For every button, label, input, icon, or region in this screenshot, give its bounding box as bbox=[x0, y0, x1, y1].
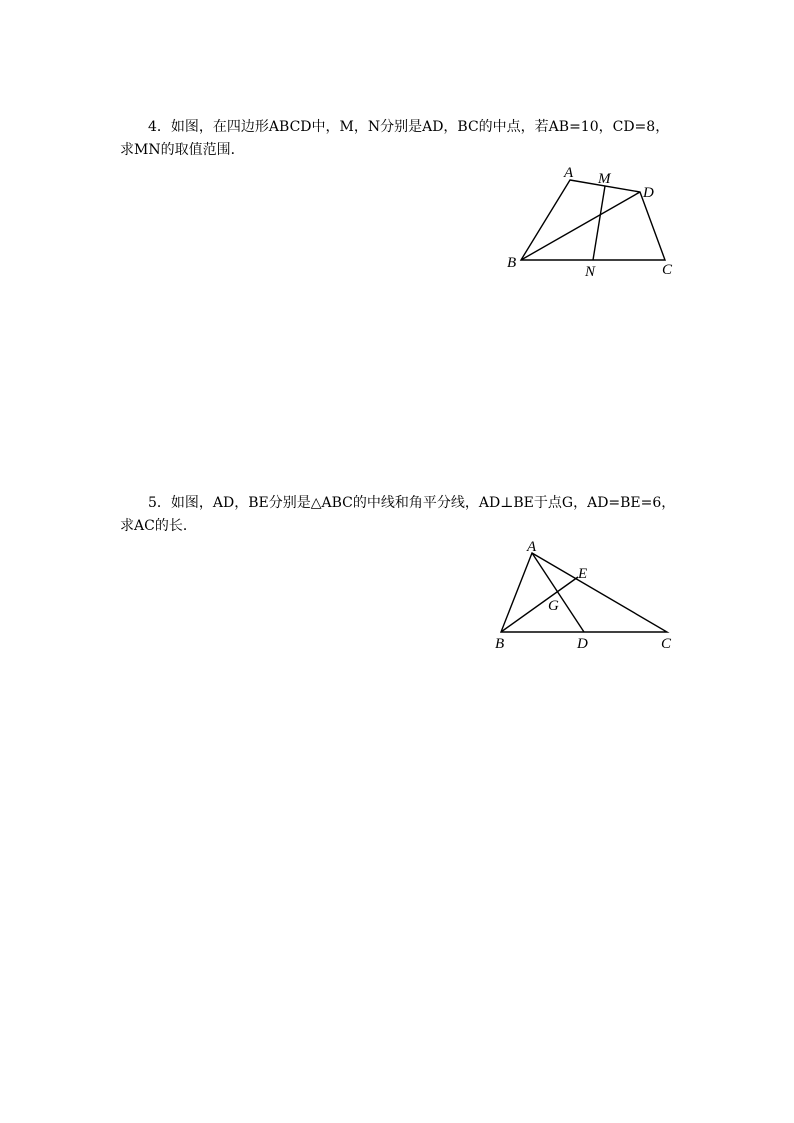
problem-5-line-1: 5．如图，AD，BE分别是△ABC的中线和角平分线，AD⊥BE于点G，AD=BE=6， bbox=[148, 495, 676, 511]
problem-5-text bbox=[120, 492, 680, 538]
quadrilateral-abcd-diagram bbox=[500, 160, 690, 285]
problem-4-line-2: 求MN的取值范围． bbox=[120, 142, 245, 158]
label-a: A bbox=[527, 539, 537, 555]
problem-4-line-1: 4．如图，在四边形ABCD中，M，N分别是AD，BC的中点，若AB=10，CD=8， bbox=[148, 119, 670, 135]
label-m: M bbox=[598, 171, 611, 187]
label-c: C bbox=[661, 636, 672, 652]
median-ad bbox=[532, 553, 584, 632]
label-n: N bbox=[585, 264, 596, 280]
label-d: D bbox=[643, 185, 654, 201]
label-e: E bbox=[578, 566, 588, 582]
problem-4-text bbox=[120, 116, 680, 162]
label-d: D bbox=[577, 636, 588, 652]
segment-bd bbox=[521, 192, 640, 260]
problem-4-figure bbox=[500, 160, 690, 285]
segment-mn bbox=[593, 186, 605, 260]
label-b: B bbox=[507, 255, 517, 271]
label-c: C bbox=[662, 262, 673, 278]
triangle-abc-diagram bbox=[490, 535, 690, 660]
label-g: G bbox=[548, 598, 559, 614]
problem-5-figure bbox=[490, 535, 690, 660]
triangle-outline bbox=[501, 553, 667, 632]
label-a: A bbox=[564, 165, 574, 181]
problem-5-line-2: 求AC的长． bbox=[120, 518, 197, 534]
label-b: B bbox=[495, 636, 505, 652]
